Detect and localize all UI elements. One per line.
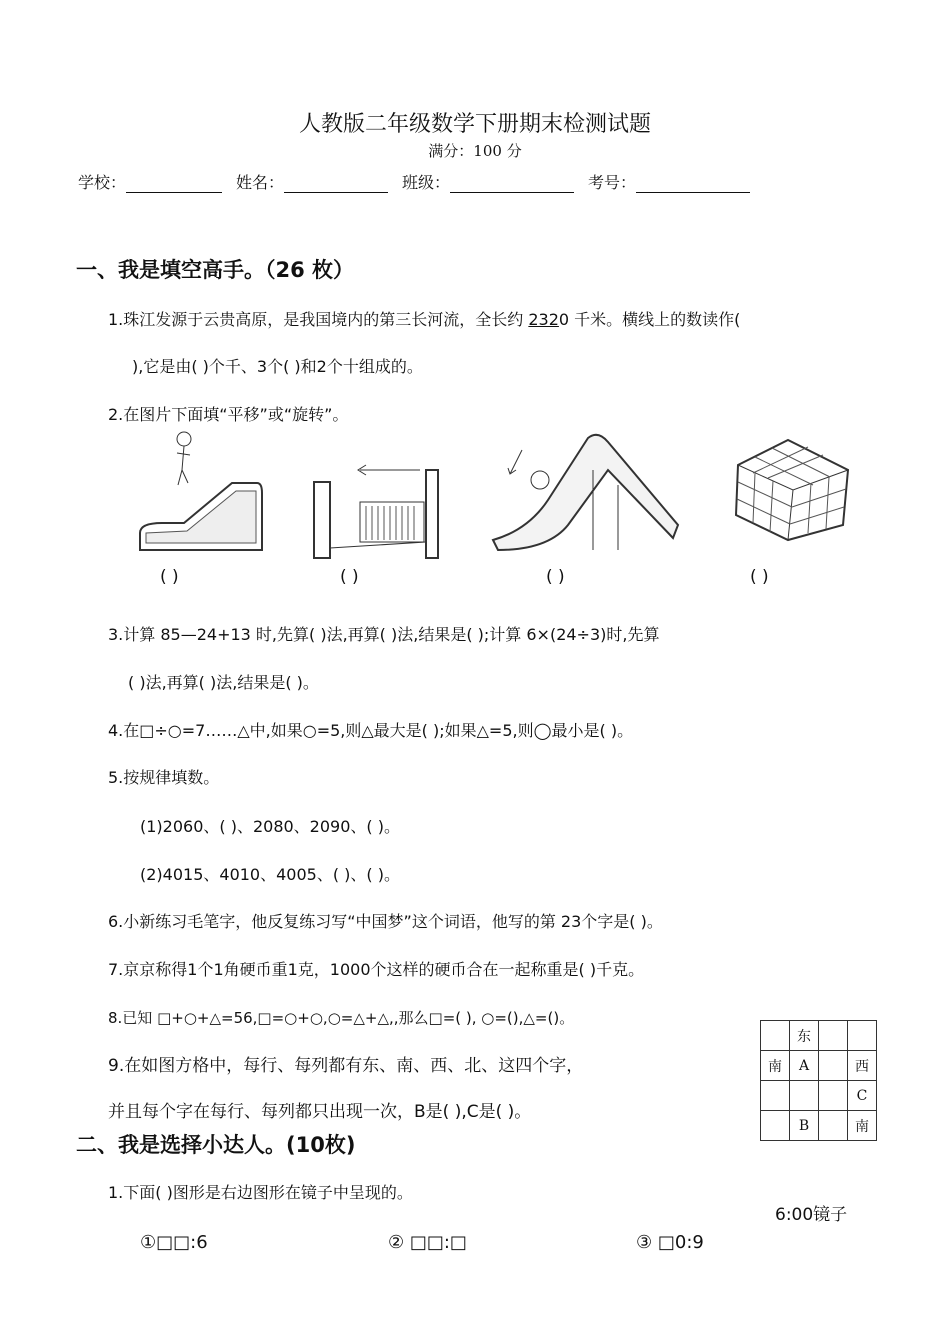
option-2[interactable]: ② □□:□ bbox=[388, 1232, 467, 1253]
q5-sub1: (1)2060、( )、2080、2090、( )。 bbox=[140, 817, 400, 836]
option-3[interactable]: ③ □0:9 bbox=[636, 1232, 704, 1253]
grid-cell: C bbox=[848, 1081, 877, 1111]
q2-answer-1[interactable]: ( ) bbox=[160, 567, 179, 587]
q1-line2: ),它是由( )个千、3个( )和2个十组成的。 bbox=[132, 357, 423, 376]
grid-cell bbox=[819, 1081, 848, 1111]
q3-line1: 3.计算 85—24+13 时,先算( )法,再算( )法,结果是( );计算 6×(24÷3)时,先算 bbox=[108, 625, 660, 644]
full-score: 满分：100 分 bbox=[428, 142, 522, 160]
q2-answer-2[interactable]: ( ) bbox=[340, 567, 359, 587]
q5-text: 5.按规律填数。 bbox=[108, 768, 220, 787]
q2-answer-4[interactable]: ( ) bbox=[750, 567, 769, 587]
grid-cell bbox=[761, 1111, 790, 1141]
slide-image bbox=[488, 430, 683, 555]
q6-text: 6.小新练习毛笔字，他反复练习写“中国梦”这个词语，他写的第 23个字是( )。 bbox=[108, 912, 663, 931]
school-field[interactable]: 学校： bbox=[78, 173, 222, 193]
q1-line1: 1.珠江发源于云贵高原，是我国境内的第三长河流，全长约 2320 千米。横线上的数读作( bbox=[108, 310, 741, 329]
grid-cell bbox=[761, 1081, 790, 1111]
q9-line1: 9.在如图方格中，每行、每列都有东、南、西、北、这四个字， bbox=[108, 1056, 584, 1076]
direction-grid bbox=[760, 1020, 877, 1141]
section1-heading: 一、我是填空高手。（26 枚） bbox=[76, 258, 355, 282]
grid-cell bbox=[848, 1021, 877, 1051]
s2-q1-text: 1.下面( )图形是右边图形在镜子中呈现的。 bbox=[108, 1183, 413, 1202]
q3-line2: ( )法,再算( )法,结果是( )。 bbox=[128, 673, 319, 692]
grid-cell: 南 bbox=[761, 1051, 790, 1081]
section2-heading: 二、我是选择小达人。(10枚) bbox=[76, 1133, 356, 1157]
q5-sub2: (2)4015、4010、4005、( )、( )。 bbox=[140, 865, 400, 884]
q4-text: 4.在□÷○=7……△中,如果○=5,则△最大是( );如果△=5,则◯最小是( )。 bbox=[108, 721, 634, 740]
name-field[interactable]: 姓名： bbox=[236, 173, 388, 193]
q2-text: 2.在图片下面填“平移”或“旋转”。 bbox=[108, 405, 349, 424]
grid-cell bbox=[819, 1021, 848, 1051]
q8-text: 8.已知 □+○+△=56,□=○+○,○=△+△,,那么□=( ), ○=(),△=()。 bbox=[108, 1009, 575, 1027]
grid-cell: B bbox=[790, 1111, 819, 1141]
sliding-gate-image bbox=[310, 462, 445, 560]
q9-line2: 并且每个字在每行、每列都只出现一次，B是( ),C是( )。 bbox=[108, 1102, 532, 1122]
grid-cell: 南 bbox=[848, 1111, 877, 1141]
grid-cell: A bbox=[790, 1051, 819, 1081]
grid-cell bbox=[819, 1051, 848, 1081]
rubiks-cube-image bbox=[728, 435, 858, 545]
class-field[interactable]: 班级： bbox=[402, 173, 574, 193]
page-title: 人教版二年级数学下册期末检测试题 bbox=[298, 112, 651, 137]
grid-cell: 东 bbox=[790, 1021, 819, 1051]
escalator-image bbox=[132, 425, 267, 560]
grid-cell bbox=[819, 1111, 848, 1141]
option-1[interactable]: ①□□:6 bbox=[140, 1232, 208, 1253]
q2-answer-3[interactable]: ( ) bbox=[546, 567, 565, 587]
mirror-label: 6:00镜子 bbox=[775, 1205, 848, 1225]
student-info-row bbox=[78, 173, 750, 193]
grid-cell: 西 bbox=[848, 1051, 877, 1081]
grid-cell bbox=[790, 1081, 819, 1111]
underlined-digits: 232 bbox=[528, 310, 559, 329]
q7-text: 7.京京称得1个1角硬币重1克，1000个这样的硬币合在一起称重是( )千克。 bbox=[108, 960, 645, 979]
exam-number-field[interactable]: 考号： bbox=[588, 173, 750, 193]
grid-cell bbox=[761, 1021, 790, 1051]
